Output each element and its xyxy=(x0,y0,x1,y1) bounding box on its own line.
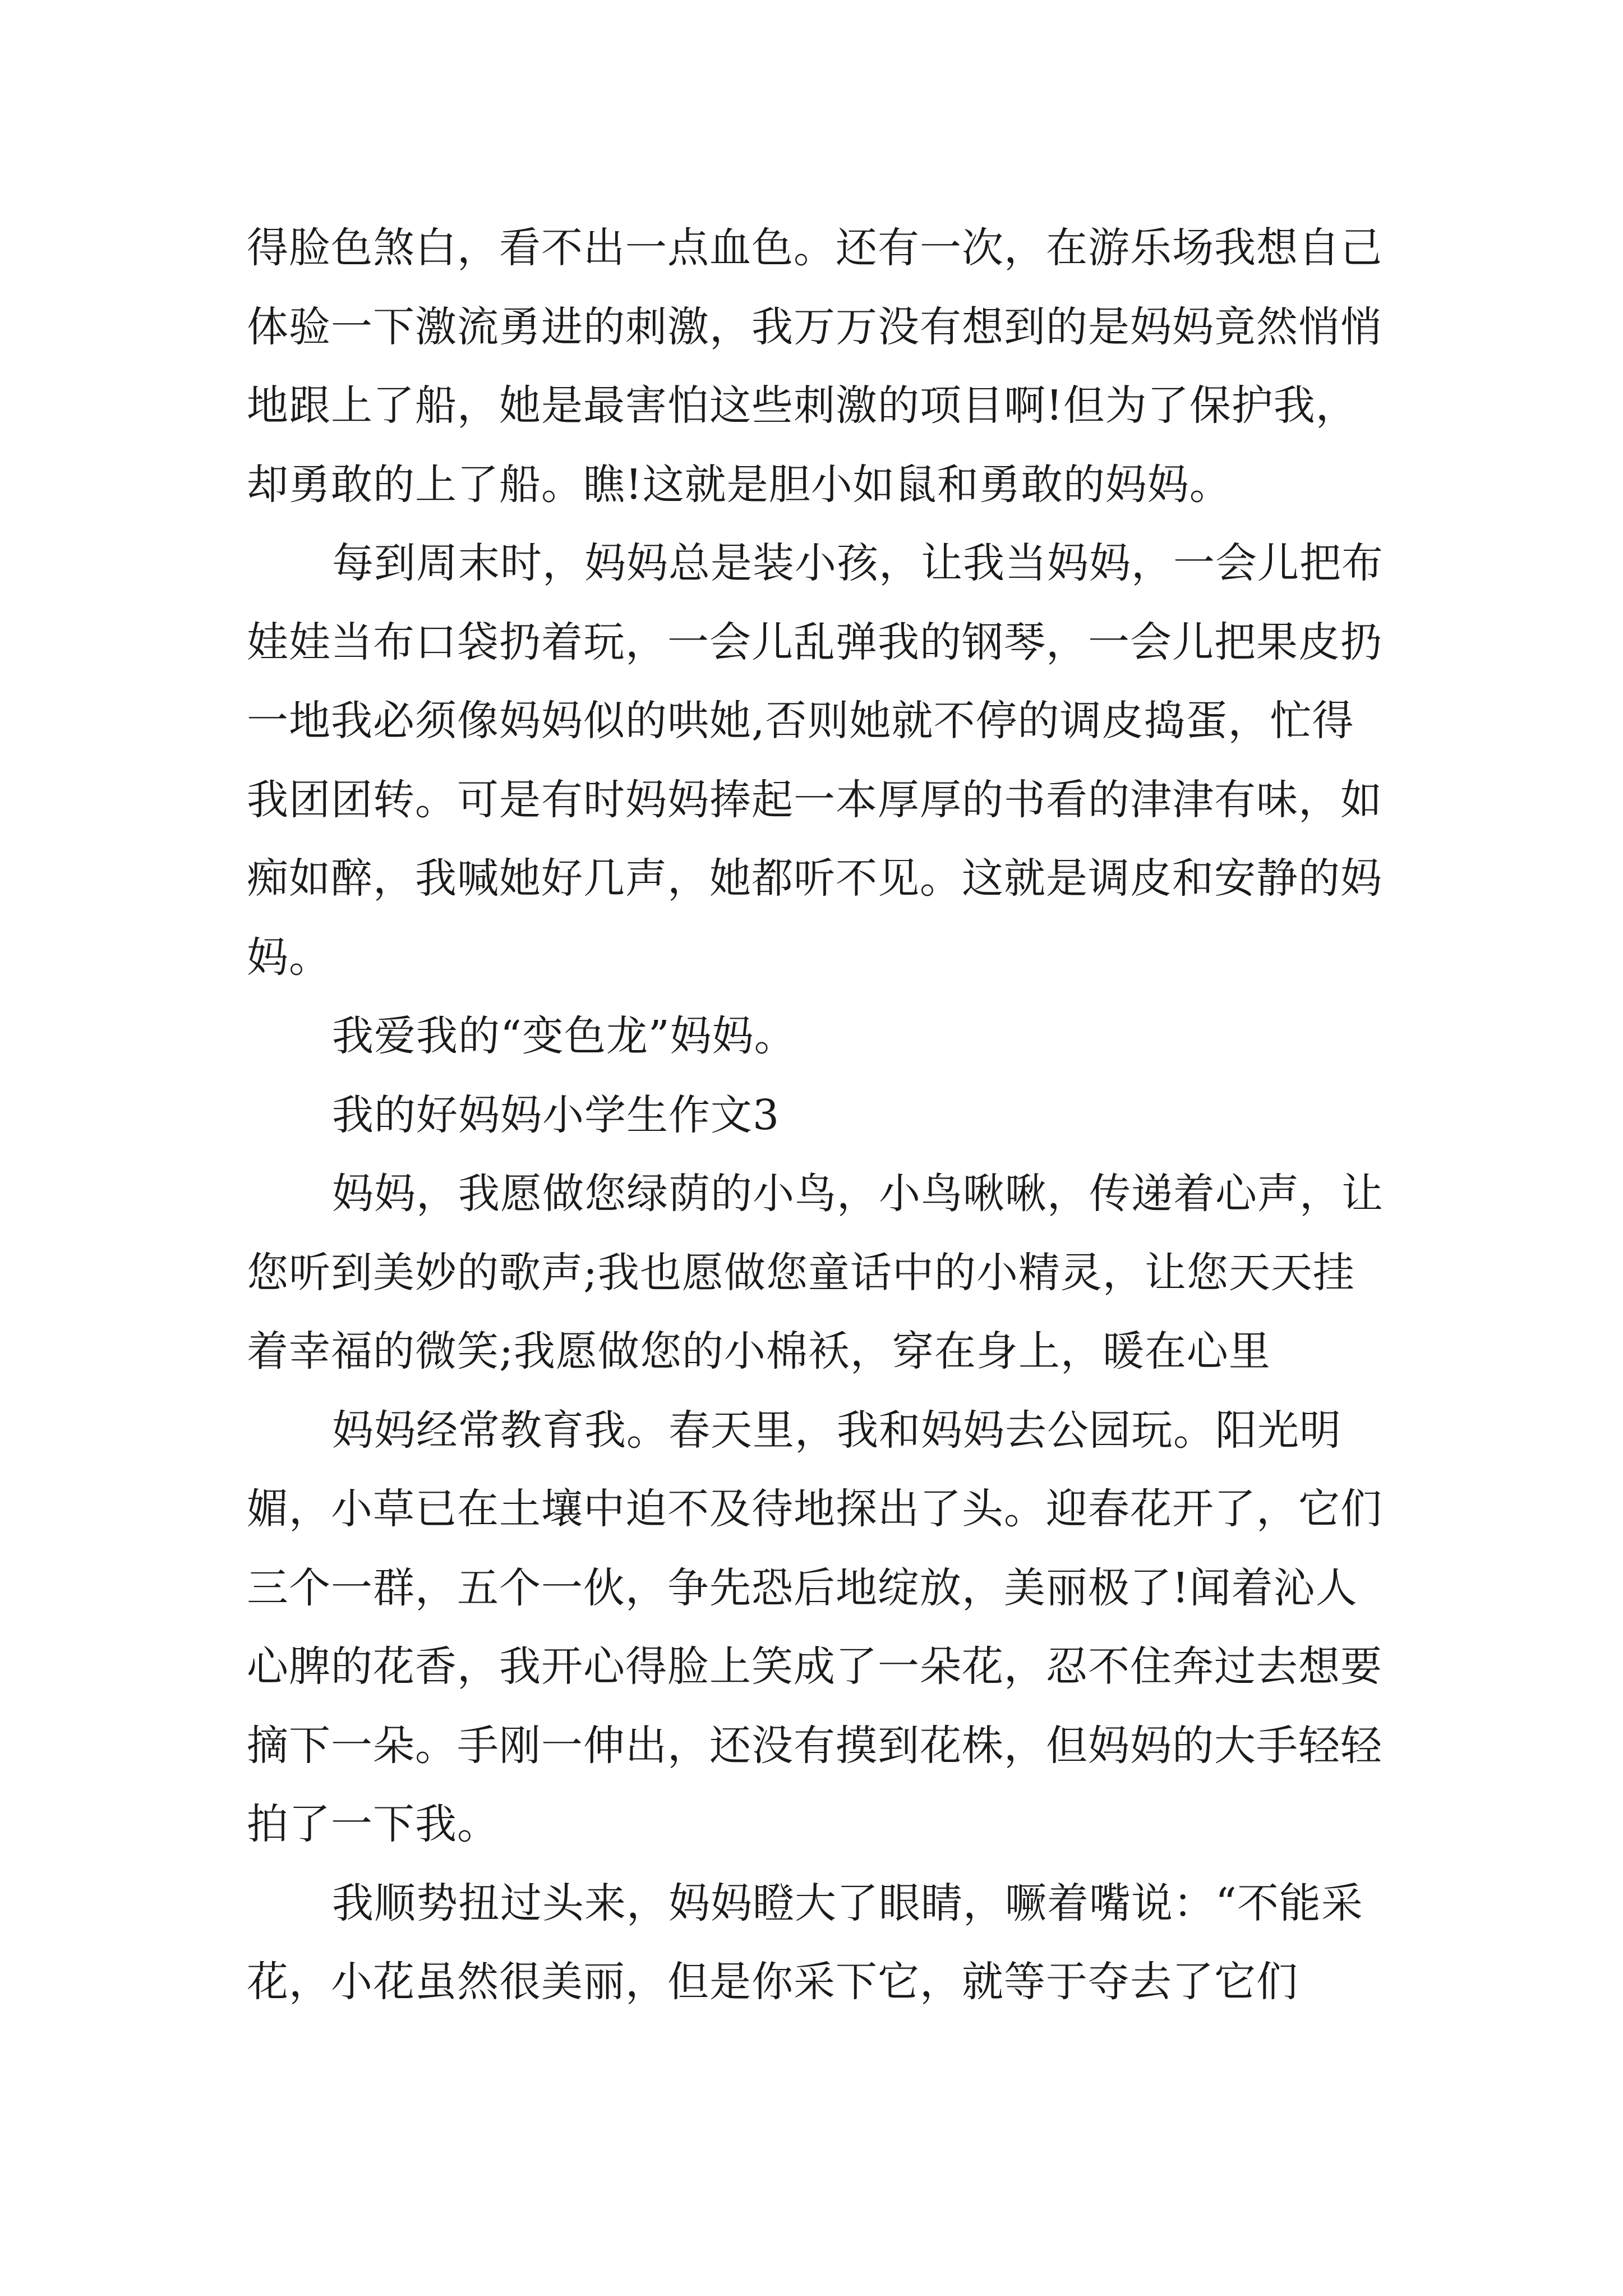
paragraph-spring: 妈妈经常教育我。春天里，我和妈妈去公园玩。阳光明媚，小草已在土壤中迫不及待地探出了头。迎春花开了，它们三个一群，五个一伙，争先恐后地绽放，美丽极了!闻着沁人心脾的花香，我开心得脸上笑成了一朵花，忍不住奔过去想要摘下一朵。手刚一伸出，还没有摸到花株，但妈妈的大手轻轻拍了一下我。 xyxy=(247,1406,1382,1848)
paragraph-intro: 妈妈，我愿做您绿荫的小鸟，小鸟啾啾，传递着心声，让您听到美妙的歌声;我也愿做您童话中的小精灵，让您天天挂着幸福的微笑;我愿做您的小棉袄，穿在身上，暖在心里 xyxy=(247,1170,1384,1375)
paragraph-continuation: 得脸色煞白，看不出一点血色。还有一次，在游乐场我想自己体验一下激流勇进的刺激，我万万没有想到的是妈妈竟然悄悄地跟上了船，她是最害怕这些刺激的项目啊!但为了保护我，却勇敢的上了船。瞧!这就是胆小如鼠和勇敢的妈妈。 xyxy=(247,224,1382,509)
paragraph-weekend: 每到周末时，妈妈总是装小孩，让我当妈妈，一会儿把布娃娃当布口袋扔着玩，一会儿乱弹我的钢琴，一会儿把果皮扔一地我必须像妈妈似的哄她,否则她就不停的调皮捣蛋，忙得我团团转。可是有时妈妈捧起一本厚厚的书看的津津有味，如痴如醉，我喊她好几声，她都听不见。这就是调皮和安静的妈妈。 xyxy=(247,539,1384,982)
document-body xyxy=(247,209,1391,2022)
paragraph-mother-speaks: 我顺势扭过头来，妈妈瞪大了眼睛，噘着嘴说：“不能采花，小花虽然很美丽，但是你采下它，就等于夺去了它们 xyxy=(247,1879,1363,2006)
paragraph-conclusion: 我爱我的“变色龙”妈妈。 xyxy=(332,1012,796,1060)
essay-title: 我的好妈妈小学生作文3 xyxy=(332,1091,780,1139)
